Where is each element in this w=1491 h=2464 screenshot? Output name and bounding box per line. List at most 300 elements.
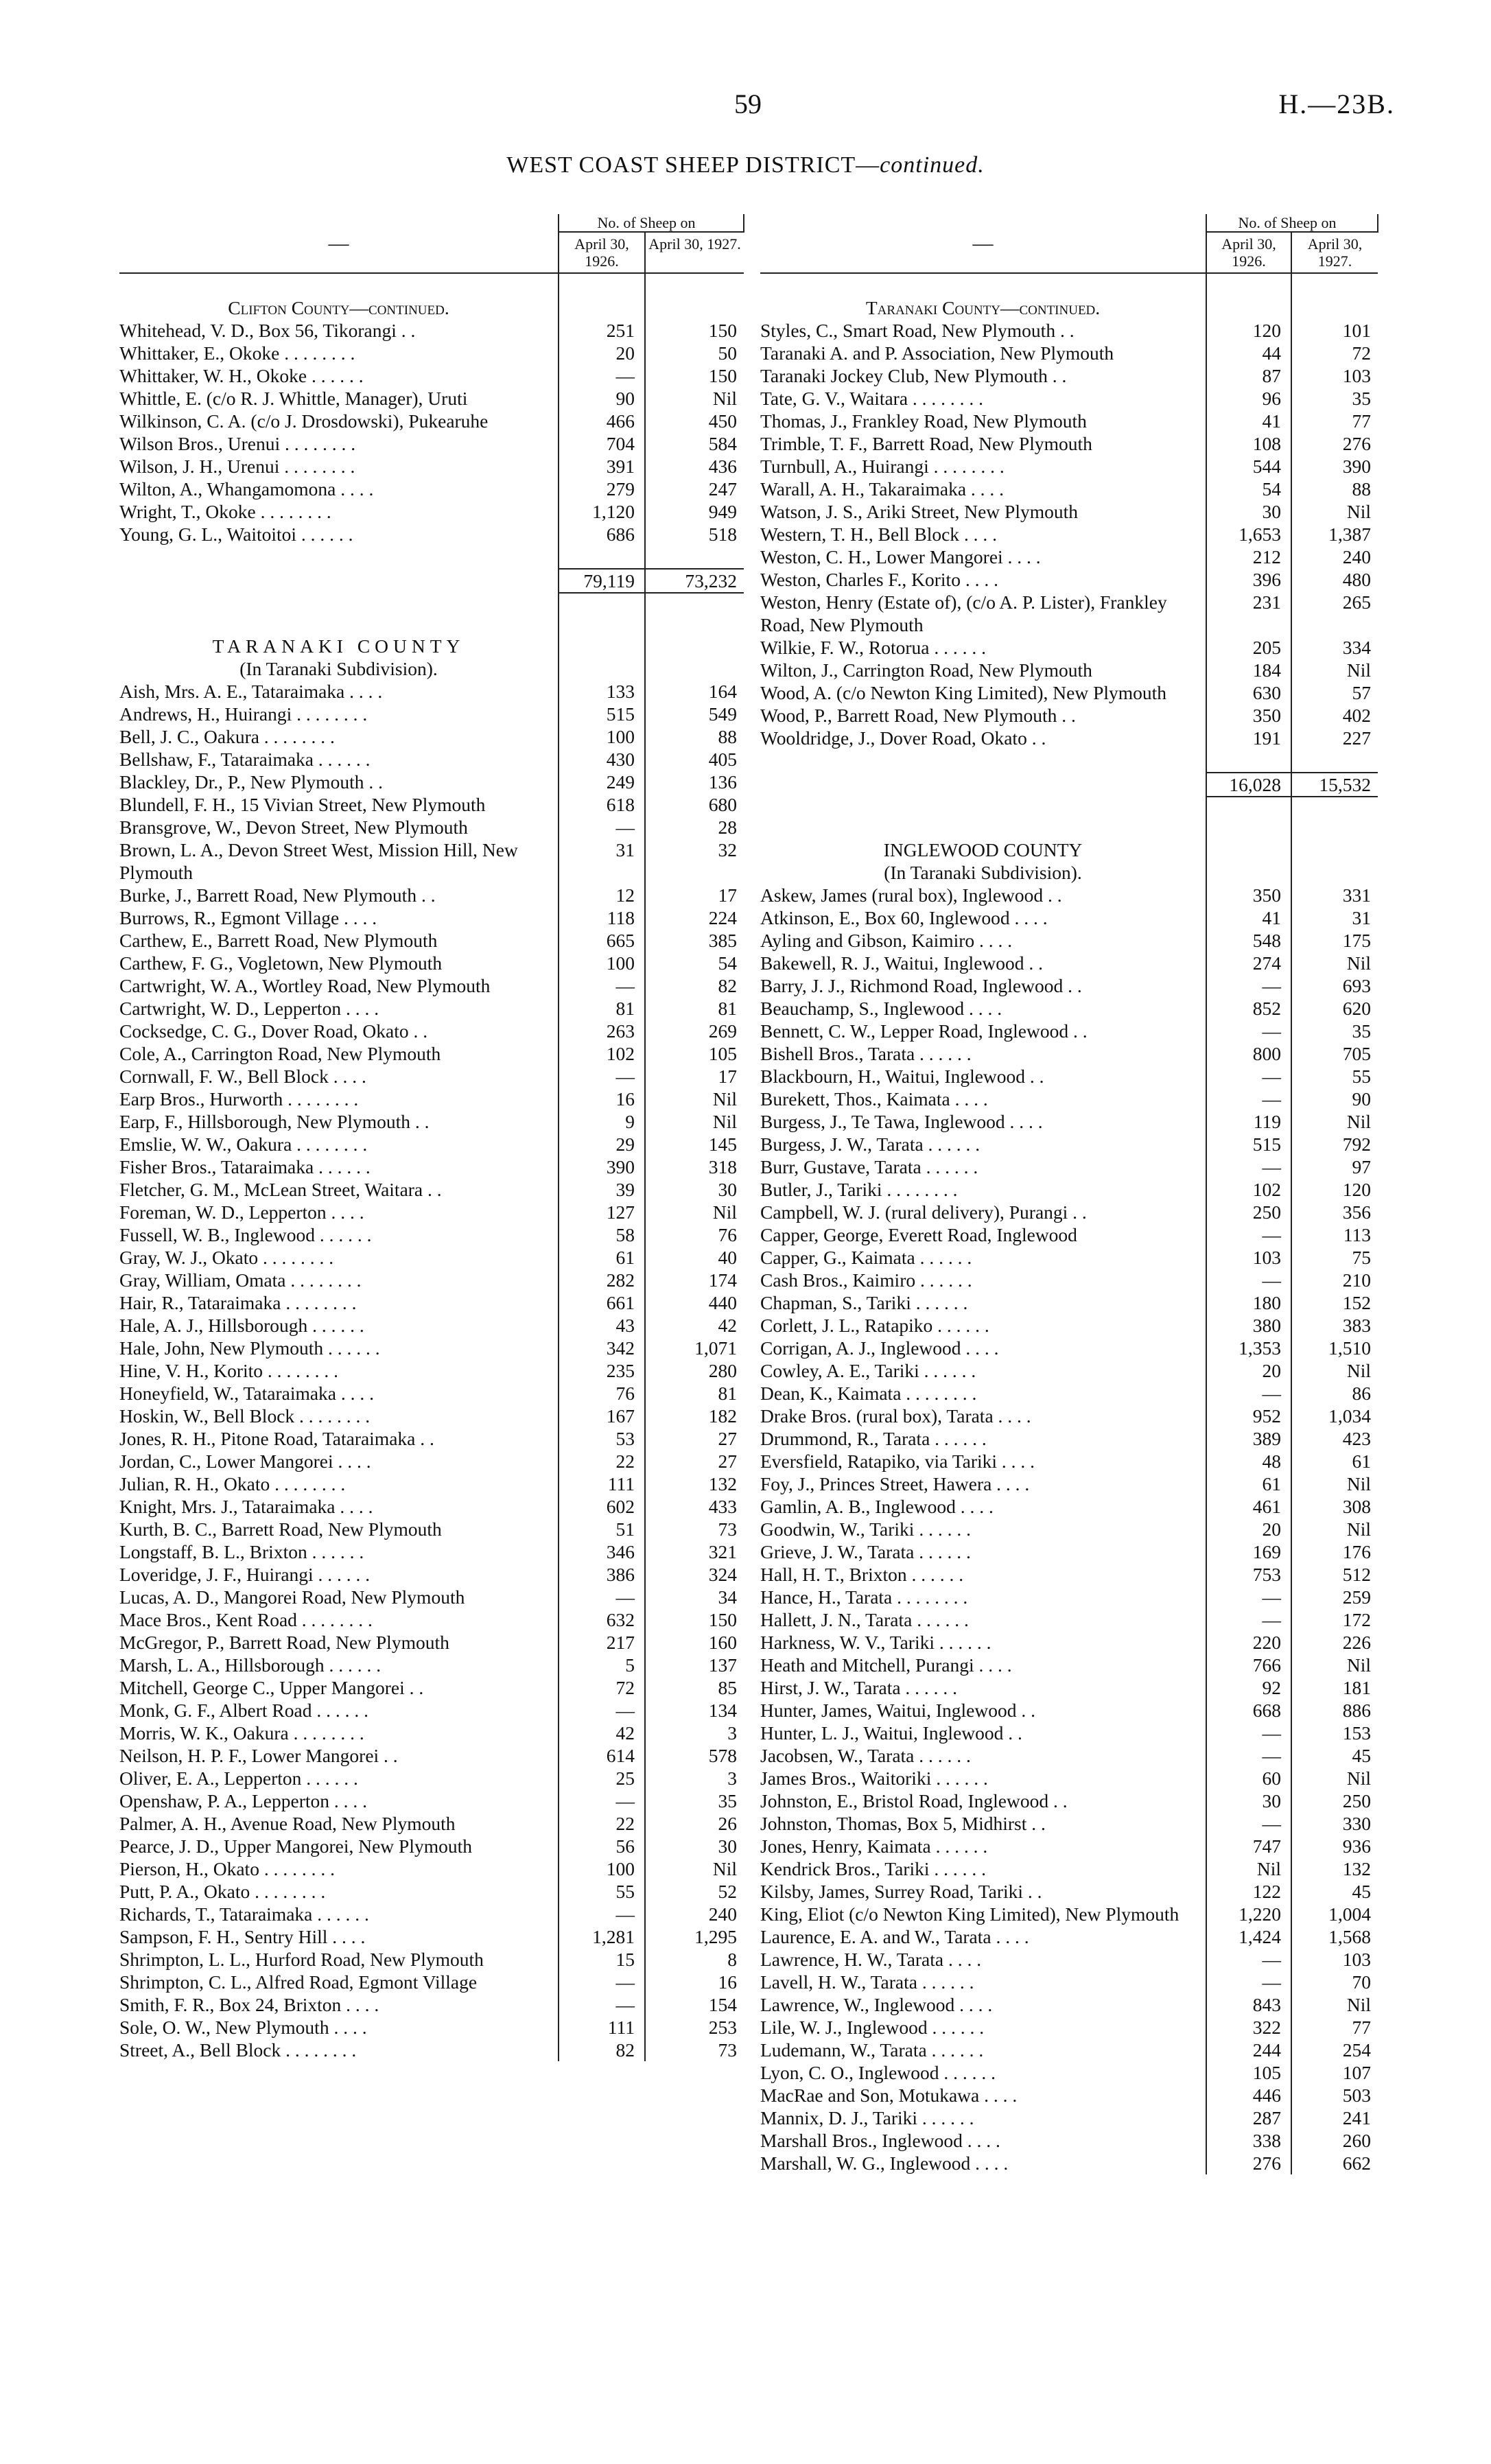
sheep-1926: 22 <box>559 1450 645 1472</box>
sheep-1927: 75 <box>1291 1246 1378 1269</box>
sheep-1927: 226 <box>1291 1631 1378 1654</box>
owner-name: Ayling and Gibson, Kaimiro . . . . <box>760 930 1013 951</box>
table-row <box>119 364 744 387</box>
table-row <box>760 681 1378 704</box>
sheep-1927: 172 <box>1291 1608 1378 1631</box>
sheep-1926: 102 <box>559 1042 645 1065</box>
sheep-1926: 212 <box>1206 545 1291 568</box>
page-title <box>0 152 1491 178</box>
table-row <box>760 1065 1378 1088</box>
sheep-1927: 578 <box>645 1744 744 1767</box>
owner-name: Whittaker, W. H., Okoke . . . . . . <box>119 365 364 386</box>
sheep-1927: 77 <box>1291 410 1378 432</box>
owner-name: Kilsby, James, Surrey Road, Tariki . . <box>760 1881 1042 1902</box>
sheep-1927: 27 <box>645 1450 744 1472</box>
sheep-1927: Nil <box>1291 1110 1378 1133</box>
table-row <box>760 1427 1378 1450</box>
sheep-1926: 122 <box>1206 1880 1291 1903</box>
table-row <box>760 1744 1378 1767</box>
report-reference: H.—23B. <box>1278 89 1395 119</box>
sheep-1927: 3 <box>645 1767 744 1790</box>
owner-name: Wooldridge, J., Dover Road, Okato . . <box>760 727 1046 749</box>
sheep-1927: 30 <box>645 1835 744 1857</box>
sheep-1927: 383 <box>1291 1314 1378 1337</box>
table-row <box>760 1993 1378 2016</box>
table-row <box>119 703 744 725</box>
sheep-1926: 61 <box>1206 1472 1291 1495</box>
owner-name: Wood, P., Barrett Road, New Plymouth . . <box>760 705 1076 726</box>
table-row <box>760 1857 1378 1880</box>
section-heading-row <box>760 296 1378 319</box>
owner-name: Drake Bros. (rural box), Tarata . . . . <box>760 1405 1031 1427</box>
sheep-1927: 1,295 <box>645 1925 744 1948</box>
sheep-1927: 227 <box>1291 727 1378 749</box>
sheep-1926: 342 <box>559 1337 645 1359</box>
sheep-1927: 1,568 <box>1291 1925 1378 1948</box>
sheep-1927: 73 <box>645 2039 744 2061</box>
sheep-1927: 97 <box>1291 1155 1378 1178</box>
sheep-1926: — <box>1206 1971 1291 1993</box>
spacer-cell <box>559 296 645 319</box>
sheep-1927: 30 <box>645 1178 744 1201</box>
owner-name: Burrows, R., Egmont Village . . . . <box>119 907 377 928</box>
sheep-1926: 244 <box>1206 2039 1291 2061</box>
sheep-1926: 350 <box>1206 704 1291 727</box>
sheep-1926: — <box>1206 1608 1291 1631</box>
sheep-1927: Nil <box>1291 500 1378 523</box>
owner-name: Taranaki Jockey Club, New Plymouth . . <box>760 365 1067 386</box>
sheep-1926: 235 <box>559 1359 645 1382</box>
sheep-1927: 174 <box>645 1269 744 1291</box>
table-row <box>119 1631 744 1654</box>
sheep-1926: 61 <box>559 1246 645 1269</box>
sheep-1926: 42 <box>559 1722 645 1744</box>
table-row <box>760 523 1378 545</box>
right-table <box>760 214 1378 2174</box>
sheep-1927: 35 <box>1291 387 1378 410</box>
owner-name: Smith, F. R., Box 24, Brixton . . . . <box>119 1994 379 2015</box>
table-row <box>760 1608 1378 1631</box>
sheep-1926: 111 <box>559 1472 645 1495</box>
sheep-1927: 35 <box>1291 1020 1378 1042</box>
sheep-1926: 92 <box>1206 1676 1291 1699</box>
header-group: No. of Sheep on <box>1206 214 1378 232</box>
spacer-row <box>760 749 1378 773</box>
sheep-1927: 423 <box>1291 1427 1378 1450</box>
table-row <box>760 2107 1378 2129</box>
table-row <box>119 2016 744 2039</box>
owner-name: Weston, C. H., Lower Mangorei . . . . <box>760 546 1041 567</box>
owner-name: Jones, Henry, Kaimata . . . . . . <box>760 1835 988 1857</box>
table-row <box>760 2129 1378 2152</box>
owner-name: Lavell, H. W., Tarata . . . . . . <box>760 1971 974 1993</box>
spacer-cell <box>559 273 645 296</box>
sheep-1927: 549 <box>645 703 744 725</box>
table-row <box>119 906 744 929</box>
sheep-1926: 20 <box>559 342 645 364</box>
table-row <box>760 704 1378 727</box>
owner-name: Grieve, J. W., Tarata . . . . . . <box>760 1541 971 1562</box>
owner-name: Dean, K., Kaimata . . . . . . . . <box>760 1383 977 1404</box>
sheep-1927: 330 <box>1291 1812 1378 1835</box>
owner-name: Pearce, J. D., Upper Mangorei, New Plymouth <box>119 1835 472 1857</box>
spacer-cell <box>1291 273 1378 296</box>
table-row <box>119 1676 744 1699</box>
table-row <box>760 432 1378 455</box>
table-row <box>760 1586 1378 1608</box>
owner-name: Shrimpton, C. L., Alfred Road, Egmont Village <box>119 1971 478 1993</box>
table-row <box>760 1948 1378 1971</box>
table-row <box>760 1246 1378 1269</box>
table-row <box>760 1110 1378 1133</box>
owner-name: Styles, C., Smart Road, New Plymouth . . <box>760 320 1075 341</box>
title-main: WEST COAST SHEEP DISTRICT— <box>506 152 880 178</box>
sheep-1927: 88 <box>1291 478 1378 500</box>
sheep-1927: 518 <box>645 523 744 545</box>
table-row <box>119 387 744 410</box>
owner-name: Hair, R., Tataraimaka . . . . . . . . <box>119 1292 357 1313</box>
spacer-cell <box>1206 296 1291 319</box>
sheep-1927: 886 <box>1291 1699 1378 1722</box>
owner-name: Loveridge, J. F., Huirangi . . . . . . <box>119 1564 371 1585</box>
sheep-1926: 82 <box>559 2039 645 2061</box>
sheep-1927: 105 <box>645 1042 744 1065</box>
spacer-cell <box>559 593 645 635</box>
sheep-1927: 224 <box>645 906 744 929</box>
table-row <box>760 342 1378 364</box>
table-row <box>760 568 1378 591</box>
table-row <box>760 1790 1378 1812</box>
owner-name: Mace Bros., Kent Road . . . . . . . . <box>119 1609 373 1630</box>
sheep-1926: 81 <box>559 997 645 1020</box>
sheep-1926: 630 <box>1206 681 1291 704</box>
sheep-1927: 259 <box>1291 1586 1378 1608</box>
sheep-1927: 308 <box>1291 1495 1378 1518</box>
sheep-1927: 132 <box>1291 1857 1378 1880</box>
sheep-1927: 253 <box>645 2016 744 2039</box>
table-row <box>760 952 1378 974</box>
table-row <box>760 2061 1378 2084</box>
owner-name: Whittle, E. (c/o R. J. Whittle, Manager), Uruti <box>119 388 468 409</box>
sheep-1926: 391 <box>559 455 645 478</box>
sheep-1927: 260 <box>1291 2129 1378 2152</box>
sheep-1926: 287 <box>1206 2107 1291 2129</box>
sheep-1926: 167 <box>559 1405 645 1427</box>
sheep-1927: 150 <box>645 364 744 387</box>
owner-name: Cole, A., Carrington Road, New Plymouth <box>119 1043 441 1064</box>
sheep-1927: Nil <box>1291 1993 1378 2016</box>
table-row <box>760 2152 1378 2174</box>
owner-name: Oliver, E. A., Lepperton . . . . . . <box>119 1768 358 1789</box>
spacer-row <box>119 593 744 635</box>
sheep-1927: 55 <box>1291 1065 1378 1088</box>
sheep-1926: 58 <box>559 1223 645 1246</box>
owner-name: Warall, A. H., Takaraimaka . . . . <box>760 478 1005 500</box>
owner-name: Fletcher, G. M., McLean Street, Waitara . . <box>119 1179 442 1200</box>
sheep-1927: Nil <box>1291 1767 1378 1790</box>
sheep-1927: 57 <box>1291 681 1378 704</box>
owner-name: Burgess, J., Te Tawa, Inglewood . . . . <box>760 1111 1043 1132</box>
spacer-cell <box>1206 749 1291 773</box>
sheep-1926: 952 <box>1206 1405 1291 1427</box>
sheep-1926: 386 <box>559 1563 645 1586</box>
header-dash: — <box>119 214 559 273</box>
right-column <box>760 214 1378 2327</box>
sheep-1926: Nil <box>1206 1857 1291 1880</box>
sheep-1926: — <box>1206 1223 1291 1246</box>
sheep-1926: 249 <box>559 771 645 793</box>
table-row <box>119 1042 744 1065</box>
sheep-1927: 436 <box>645 455 744 478</box>
sheep-1926: 217 <box>559 1631 645 1654</box>
spacer-cell <box>760 273 1206 296</box>
owner-name: Lawrence, H. W., Tarata . . . . <box>760 1949 982 1970</box>
owner-name: Hine, V. H., Korito . . . . . . . . <box>119 1360 339 1381</box>
table-row <box>119 1925 744 1948</box>
spacer-cell <box>645 545 744 569</box>
sheep-1926: 661 <box>559 1291 645 1314</box>
sheep-1926: 54 <box>1206 478 1291 500</box>
owner-name: Barry, J. J., Richmond Road, Inglewood . . <box>760 975 1082 996</box>
sheep-1926: 704 <box>559 432 645 455</box>
table-row <box>119 1178 744 1201</box>
sheep-1926: — <box>1206 1155 1291 1178</box>
section-subheading: (In Taranaki Subdivision). <box>239 658 438 679</box>
table-row <box>119 1812 744 1835</box>
sheep-1926: 191 <box>1206 727 1291 749</box>
sheep-1927: 334 <box>1291 636 1378 659</box>
table-row <box>119 1065 744 1088</box>
sheep-1926: — <box>559 1065 645 1088</box>
sheep-1926: 30 <box>1206 500 1291 523</box>
owner-name: Taranaki A. and P. Association, New Plymouth <box>760 342 1114 364</box>
table-row <box>119 1223 744 1246</box>
sheep-1926: 102 <box>1206 1178 1291 1201</box>
sheep-1926: 100 <box>559 1857 645 1880</box>
owner-name: Heath and Mitchell, Purangi . . . . <box>760 1654 1012 1676</box>
owner-name: Burr, Gustave, Tarata . . . . . . <box>760 1156 978 1177</box>
table-row <box>119 1993 744 2016</box>
owner-name: Gray, W. J., Okato . . . . . . . . <box>119 1247 334 1268</box>
sheep-1926: — <box>559 1790 645 1812</box>
sheep-1926: 31 <box>559 838 645 884</box>
sheep-1926: — <box>559 1971 645 1993</box>
owner-name: Trimble, T. F., Barrett Road, New Plymouth <box>760 433 1092 454</box>
header-col-1926: April 30, 1926. <box>1206 232 1291 273</box>
sheep-1926: 87 <box>1206 364 1291 387</box>
owner-name: Blundell, F. H., 15 Vivian Street, New Plymouth <box>119 794 486 815</box>
owner-name: Honeyfield, W., Tataraimaka . . . . <box>119 1383 375 1404</box>
table-row <box>760 364 1378 387</box>
section-heading-row <box>119 635 744 657</box>
owner-name: Carthew, F. G., Vogletown, New Plymouth <box>119 952 443 974</box>
table-row <box>760 727 1378 749</box>
sheep-1927: 154 <box>645 1993 744 2016</box>
sheep-1927: 8 <box>645 1948 744 1971</box>
sheep-1927: 949 <box>645 500 744 523</box>
table-row <box>760 1540 1378 1563</box>
sheep-1927: 390 <box>1291 455 1378 478</box>
sheep-1927: 34 <box>645 1586 744 1608</box>
table-row <box>119 1586 744 1608</box>
sheep-1927: Nil <box>1291 659 1378 681</box>
owner-name: Whitehead, V. D., Box 56, Tikorangi . . <box>119 320 416 341</box>
table-row <box>760 1903 1378 1925</box>
sheep-1926: — <box>1206 1020 1291 1042</box>
sheep-1927: Nil <box>645 1088 744 1110</box>
sheep-1927: 152 <box>1291 1291 1378 1314</box>
sheep-1926: — <box>1206 1722 1291 1744</box>
sheep-1926: 12 <box>559 884 645 906</box>
sheep-1926: — <box>1206 1088 1291 1110</box>
owner-name: Morris, W. K., Oakura . . . . . . . . <box>119 1722 364 1744</box>
table-row <box>119 1291 744 1314</box>
sheep-1927: 240 <box>1291 545 1378 568</box>
sheep-1927: 113 <box>1291 1223 1378 1246</box>
sheep-1927: 134 <box>645 1699 744 1722</box>
sheep-1926: 274 <box>1206 952 1291 974</box>
table-row <box>760 478 1378 500</box>
sheep-1926: 446 <box>1206 2084 1291 2107</box>
section-subheading: (In Taranaki Subdivision). <box>884 862 1082 883</box>
sheep-1927: 73 <box>645 1518 744 1540</box>
owner-name: Monk, G. F., Albert Road . . . . . . <box>119 1700 368 1721</box>
sheep-1926: 44 <box>1206 342 1291 364</box>
owner-name: Tate, G. V., Waitara . . . . . . . . <box>760 388 984 409</box>
sheep-1926: — <box>559 1903 645 1925</box>
sheep-1926: — <box>559 1699 645 1722</box>
sheep-1927: 792 <box>1291 1133 1378 1155</box>
spacer-cell <box>760 749 1206 773</box>
sheep-1926: 251 <box>559 319 645 342</box>
table-row <box>119 1948 744 1971</box>
owner-name: Atkinson, E., Box 60, Inglewood . . . . <box>760 907 1048 928</box>
table-row <box>760 1020 1378 1042</box>
sheep-1926: 1,120 <box>559 500 645 523</box>
sheep-1927: 120 <box>1291 1178 1378 1201</box>
owner-name: MacRae and Son, Motukawa . . . . <box>760 2085 1018 2106</box>
owner-name: Bishell Bros., Tarata . . . . . . <box>760 1043 972 1064</box>
sheep-1926: 15 <box>559 1948 645 1971</box>
owner-name: Burgess, J. W., Tarata . . . . . . <box>760 1134 981 1155</box>
table-row <box>760 1042 1378 1065</box>
sheep-1926: 76 <box>559 1382 645 1405</box>
sheep-1927: 247 <box>645 478 744 500</box>
table-row <box>119 1835 744 1857</box>
owner-name: Bakewell, R. J., Waitui, Inglewood . . <box>760 952 1044 974</box>
table-row <box>760 1133 1378 1155</box>
owner-name: Butler, J., Tariki . . . . . . . . <box>760 1179 958 1200</box>
sheep-1927: 1,034 <box>1291 1405 1378 1427</box>
table-row <box>119 771 744 793</box>
table-row <box>119 1450 744 1472</box>
sheep-1926: 41 <box>1206 410 1291 432</box>
table-row <box>760 1835 1378 1857</box>
sheep-1926: 338 <box>1206 2129 1291 2152</box>
owner-name: Foy, J., Princes Street, Hawera . . . . <box>760 1473 1030 1494</box>
owner-name: Kendrick Bros., Tariki . . . . . . <box>760 1858 987 1879</box>
sheep-1926: 1,281 <box>559 1925 645 1948</box>
owner-name: Putt, P. A., Okato . . . . . . . . <box>119 1881 326 1902</box>
sheep-1927: Nil <box>1291 952 1378 974</box>
table-row <box>760 1223 1378 1246</box>
sheep-1926: — <box>559 1993 645 2016</box>
sheep-1926: 25 <box>559 1767 645 1790</box>
sheep-1926: 279 <box>559 478 645 500</box>
sheep-1927: Nil <box>645 1201 744 1223</box>
sheep-1927: 88 <box>645 725 744 748</box>
sheep-1926: — <box>1206 1065 1291 1088</box>
table-row <box>119 500 744 523</box>
spacer-cell <box>119 273 559 296</box>
sheep-1926: 632 <box>559 1608 645 1631</box>
sheep-1926: 515 <box>559 703 645 725</box>
owner-name: Jones, R. H., Pitone Road, Tataraimaka . . <box>119 1428 434 1449</box>
sheep-1926: 205 <box>1206 636 1291 659</box>
table-row <box>760 1405 1378 1427</box>
sheep-1927: 103 <box>1291 1948 1378 1971</box>
table-row <box>119 1790 744 1812</box>
sheep-1927: Nil <box>1291 1654 1378 1676</box>
total-1927: 73,232 <box>645 569 744 593</box>
table-row <box>760 410 1378 432</box>
sheep-1927: 680 <box>645 793 744 816</box>
spacer-cell <box>1206 838 1291 861</box>
sheep-1926: 614 <box>559 1744 645 1767</box>
owner-name: Weston, Charles F., Korito . . . . <box>760 569 998 590</box>
table-row <box>760 929 1378 952</box>
sheep-1926: 322 <box>1206 2016 1291 2039</box>
sheep-1927: 52 <box>645 1880 744 1903</box>
table-row <box>760 974 1378 997</box>
sheep-1926: 22 <box>559 1812 645 1835</box>
sheep-1927: 280 <box>645 1359 744 1382</box>
sheep-1927: Nil <box>645 1857 744 1880</box>
sheep-1927: 318 <box>645 1155 744 1178</box>
table-row <box>119 1133 744 1155</box>
owner-name: Hoskin, W., Bell Block . . . . . . . . <box>119 1405 371 1427</box>
sheep-1926: 60 <box>1206 1767 1291 1790</box>
sheep-1927: 175 <box>1291 929 1378 952</box>
table-row <box>119 2039 744 2061</box>
spacer-cell <box>1291 797 1378 838</box>
owner-name: Cartwright, W. A., Wortley Road, New Plymouth <box>119 975 491 996</box>
sheep-1927: 31 <box>1291 906 1378 929</box>
spacer-cell <box>645 273 744 296</box>
table-row <box>119 1744 744 1767</box>
left-column <box>119 214 744 2327</box>
table-row <box>119 1540 744 1563</box>
owner-name: Johnston, Thomas, Box 5, Midhirst . . <box>760 1813 1046 1834</box>
table-row <box>760 1925 1378 1948</box>
table-row <box>119 997 744 1020</box>
owner-name: Cartwright, W. D., Lepperton . . . . <box>119 998 379 1019</box>
sheep-1927: 54 <box>645 952 744 974</box>
spacer-cell <box>645 593 744 635</box>
spacer-cell <box>119 545 559 569</box>
owner-name: Andrews, H., Huirangi . . . . . . . . <box>119 703 368 725</box>
sheep-1926: 466 <box>559 410 645 432</box>
owner-name: Wood, A. (c/o Newton King Limited), New Plymouth <box>760 682 1167 703</box>
owner-name: Pierson, H., Okato . . . . . . . . <box>119 1858 335 1879</box>
sheep-1926: 380 <box>1206 1314 1291 1337</box>
table-row <box>760 1314 1378 1337</box>
table-row <box>760 1291 1378 1314</box>
table-row <box>760 1359 1378 1382</box>
owner-name: Chapman, S., Tariki . . . . . . <box>760 1292 968 1313</box>
table-row <box>760 1676 1378 1699</box>
sheep-1927: 356 <box>1291 1201 1378 1223</box>
